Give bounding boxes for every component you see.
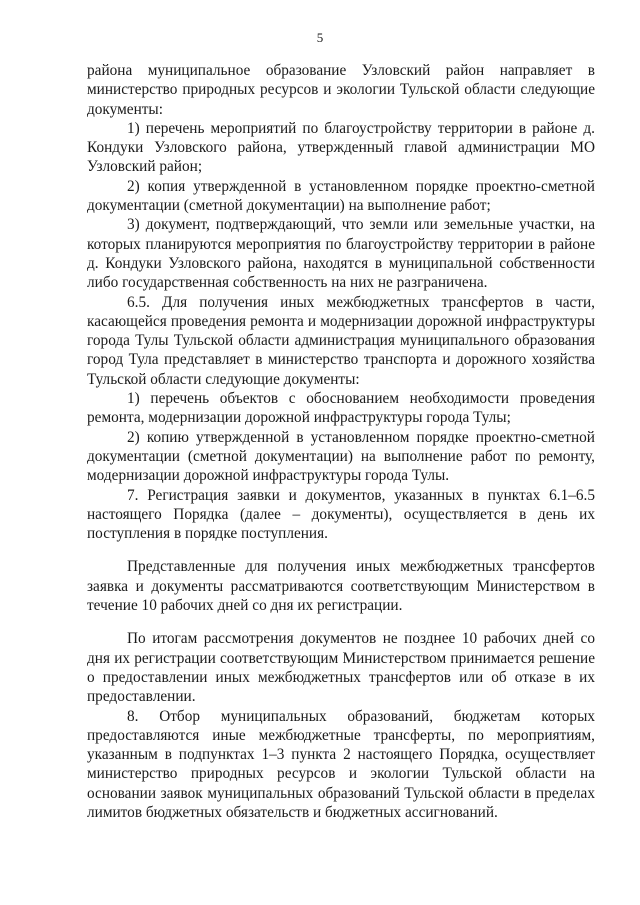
paragraph-8-selection: 8. Отбор муниципальных образований, бюджетам которых предоставляются иные межбюджетные трансферты, по мероприятиям, указанным в подпунктах 1–3 пункта 2 настоящего Порядка, осуществляет министерство природных ресурсов и экологии Тульской области на основании заявок муниципальных образований Тульской области в пределах лимитов бюджетных обязательств и бюджетных ассигнований. bbox=[87, 707, 595, 821]
list-item-1-events: 1) перечень мероприятий по благоустройству территории в районе д. Кондуки Узловского района, утвержденный главой администрации МО Узловский район; bbox=[87, 119, 595, 176]
paragraph-intro: района муниципальное образование Узловский район направляет в министерство природных ресурсов и экологии Тульской области следующие документы: bbox=[87, 62, 595, 118]
paragraph-7-registration: 7. Регистрация заявки и документов, указанных в пунктах 6.1–6.5 настоящего Порядка (далее – документы), осуществляется в день их поступления в порядке поступления. bbox=[87, 486, 595, 543]
paragraph-review: Представленные для получения иных межбюджетных трансфертов заявка и документы рассматриваются соответствующим Министерством в течение 10 рабочих дней со дня их регистрации. bbox=[87, 558, 595, 615]
document-body bbox=[87, 61, 595, 822]
paragraph-decision: По итогам рассмотрения документов не позднее 10 рабочих дней со дня их регистрации соответствующим Министерством принимается решение о предоставлении иных межбюджетных трансфертов или об отказе в их предоставлении. bbox=[87, 630, 595, 706]
paragraph-6-5: 6.5. Для получения иных межбюджетных трансфертов в части, касающейся проведения ремонта и модернизации дорожной инфраструктуры города Тулы Тульской области администрация муниципального образования город Тула представляет в министерство транспорта и дорожного хозяйства Тульской области следующие документы: bbox=[87, 293, 595, 388]
list-item-2-design-docs-roads: 2) копию утвержденной в установленном порядке проектно-сметной документации (сметной документации) на выполнение работ по ремонту, модернизации дорожной инфраструктуры города Тулы. bbox=[87, 428, 595, 485]
page-number: 5 bbox=[316, 30, 324, 45]
list-item-3-land-ownership: 3) документ, подтверждающий, что земли или земельные участки, на которых планируются мероприятия по благоустройству территории в районе д. Кондуки Узловского района, находятся в муниципальной собственности либо государственная собственность на них не разграничена. bbox=[87, 216, 595, 292]
list-item-2-design-docs: 2) копия утвержденной в установленном порядке проектно-сметной документации (сметной документации) на выполнение работ; bbox=[87, 177, 595, 215]
list-item-1-objects: 1) перечень объектов с обоснованием необходимости проведения ремонта, модернизации дорожной инфраструктуры города Тулы; bbox=[87, 390, 595, 427]
